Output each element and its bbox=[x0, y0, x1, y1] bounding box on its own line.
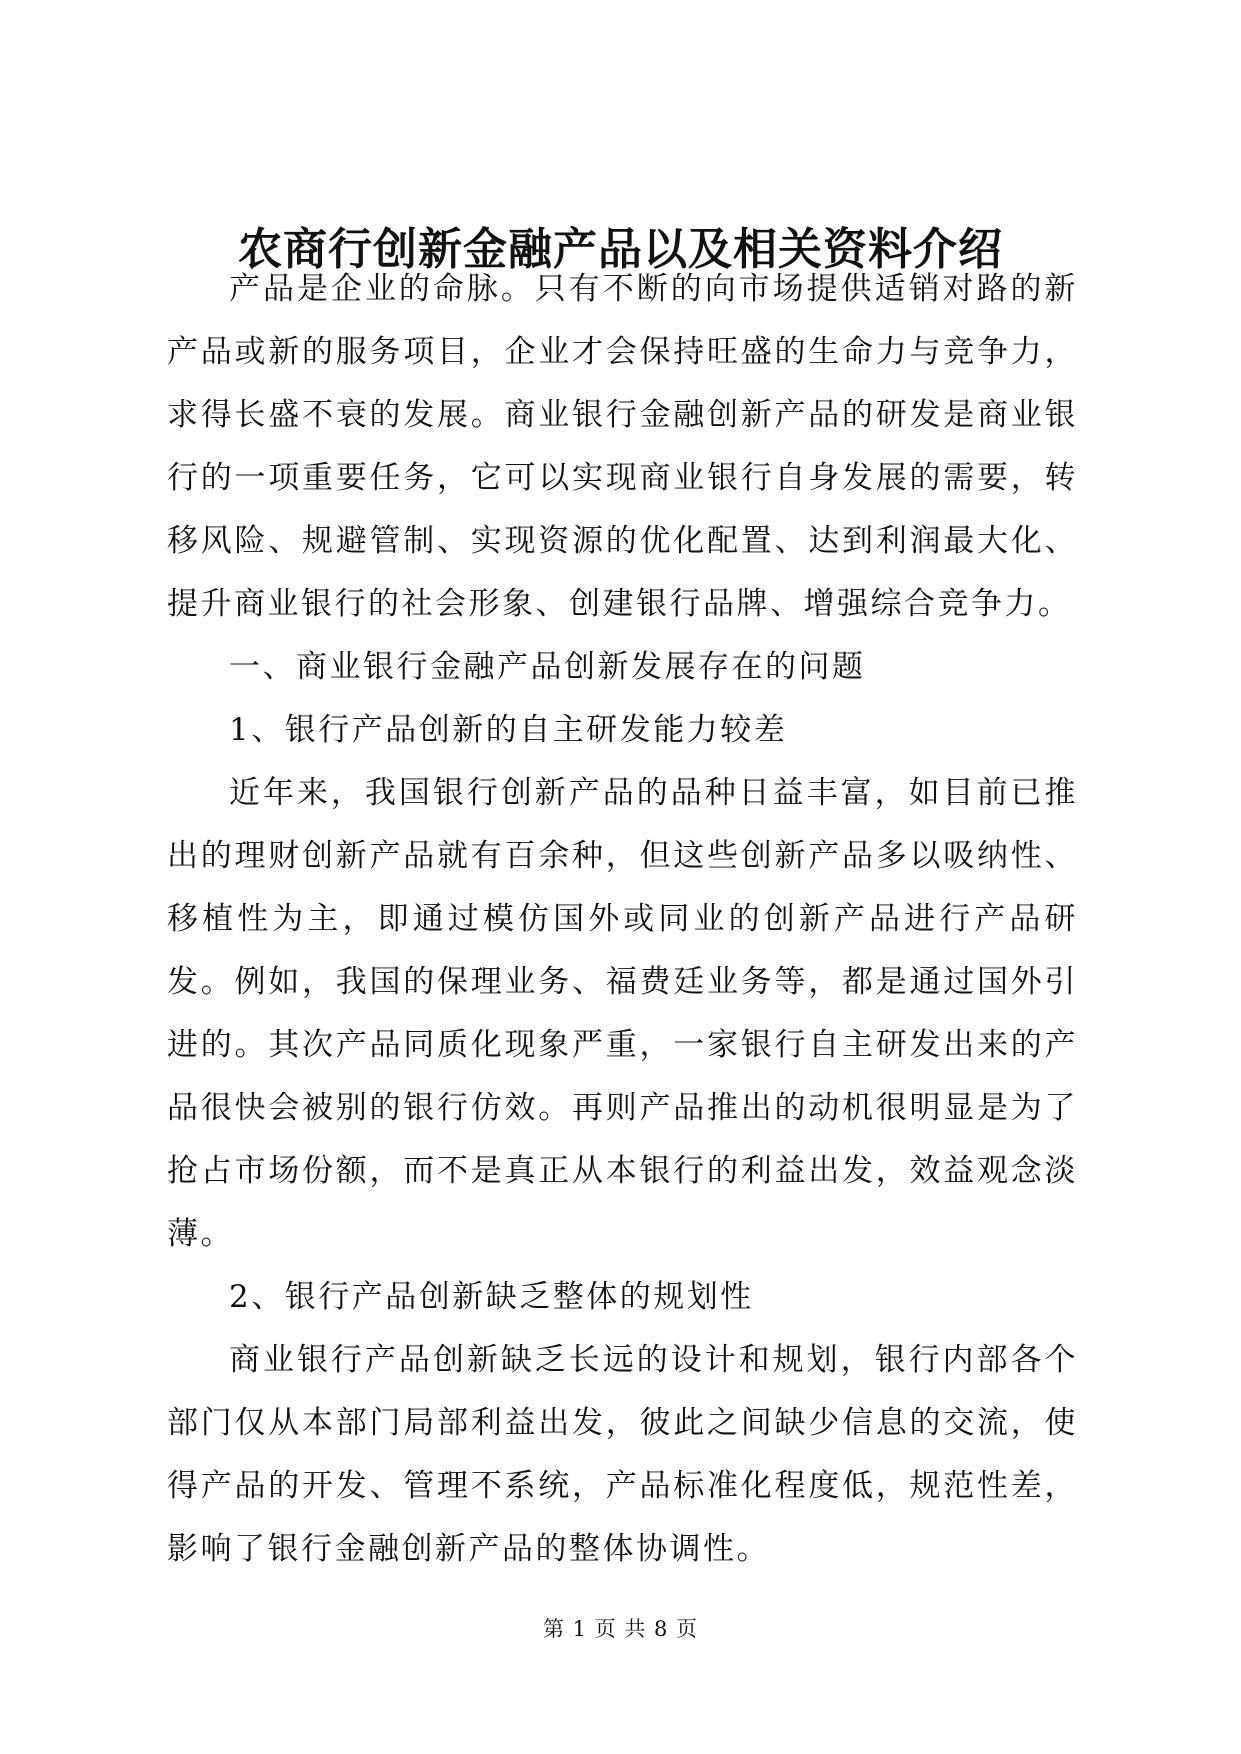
paragraph-2: 商业银行产品创新缺乏长远的设计和规划，银行内部各个部门仅从本部门局部利益出发，彼此之间缺少信息的交流，使得产品的开发、管理不系统，产品标准化程度低，规范性差，影响了银行金融创新产品的整体协调性。 bbox=[167, 1342, 1078, 1567]
section-heading-1: 一、商业银行金融产品创新发展存在的问题 bbox=[229, 649, 866, 685]
document-title: 农商行创新金融产品以及相关资料介绍 bbox=[238, 224, 1003, 275]
subsection-heading-1: 1、银行产品创新的自主研发能力较差 bbox=[229, 712, 788, 748]
paragraph-intro: 产品是企业的命脉。只有不断的向市场提供适销对路的新产品或新的服务项目，企业才会保持旺盛的生命力与竞争力，求得长盛不衰的发展。商业银行金融创新产品的研发是商业银行的一项重要任务，它可以实现商业银行自身发展的需要，转移风险、规避管制、实现资源的优化配置、达到利润最大化、提升商业银行的社会形象、创建银行品牌、增强综合竞争力。 bbox=[167, 271, 1078, 622]
paragraph-1: 近年来，我国银行创新产品的品种日益丰富，如目前已推出的理财创新产品就有百余种，但这些创新产品多以吸纳性、移植性为主，即通过模仿国外或同业的创新产品进行产品研发。例如，我国的保理业务、福费廷业务等，都是通过国外引进的。其次产品同质化现象严重，一家银行自主研发出来的产品很快会被别的银行仿效。再则产品推出的动机很明显是为了抢占市场份额，而不是真正从本银行的利益出发，效益观念淡薄。 bbox=[167, 775, 1078, 1252]
document-body bbox=[167, 258, 1078, 1581]
page-footer: 第 1 页 共 8 页 bbox=[542, 1617, 699, 1641]
subsection-heading-2: 2、银行产品创新缺乏整体的规划性 bbox=[229, 1279, 754, 1315]
